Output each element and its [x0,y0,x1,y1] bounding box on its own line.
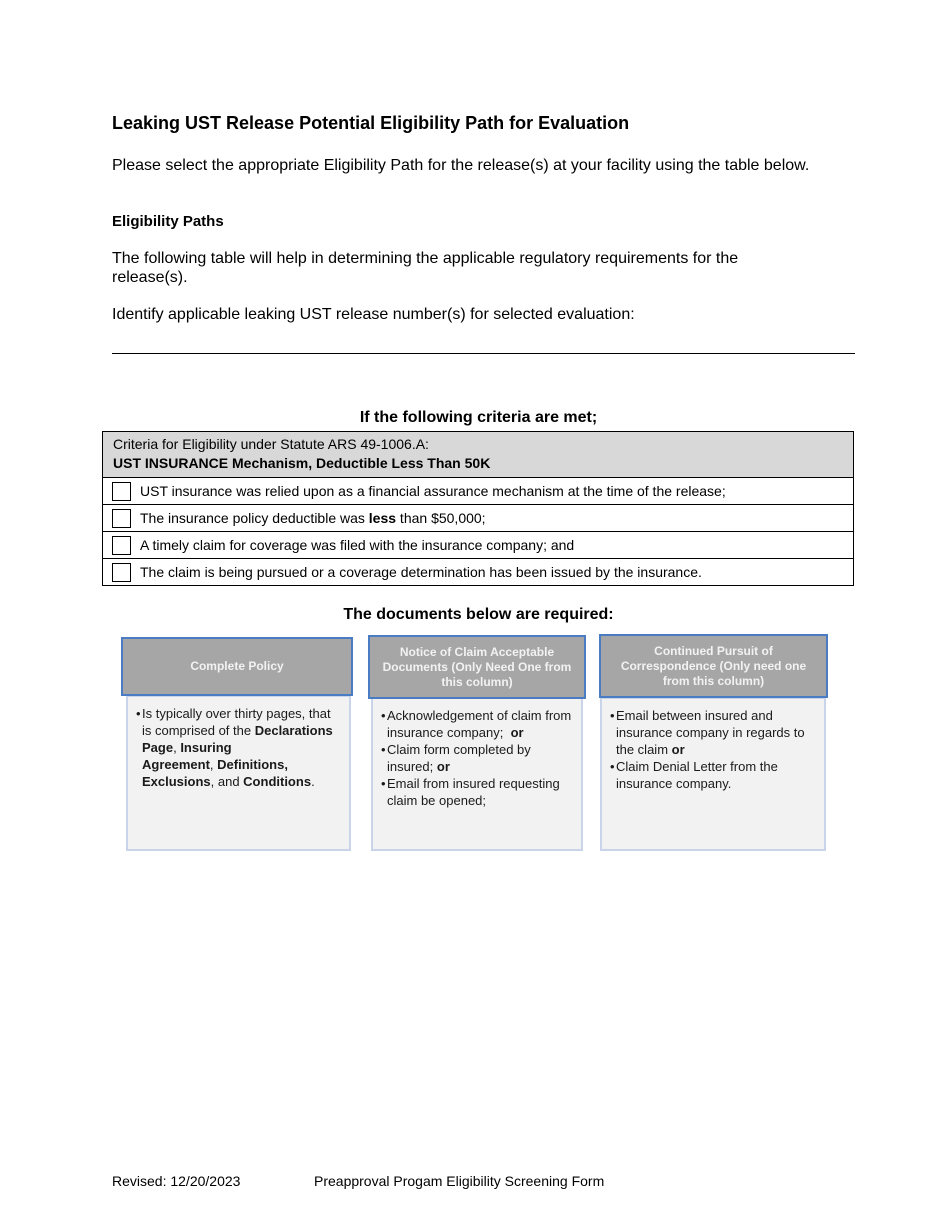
help-text: The following table will help in determining the applicable regulatory requirements for the release(s). [112,250,739,286]
criteria-checkbox-1[interactable] [112,482,131,501]
list-item: • Acknowledgement of claim from insurance company; or [381,708,575,740]
continued-pursuit-body [600,697,826,851]
criteria-text-2: The insurance policy deductible was less than $50,000; [140,510,486,526]
page-title: Leaking UST Release Potential Eligibility Path for Evaluation [112,113,630,133]
criteria-text-3: A timely claim for coverage was filed with the insurance company; and [140,537,575,553]
criteria-row [103,532,853,559]
criteria-heading: If the following criteria are met; [359,409,598,426]
criteria-mechanism: UST INSURANCE Mechanism, Deductible Less Than 50K [113,455,491,471]
documents-heading: The documents below are required: [343,606,614,623]
notice-of-claim-body [371,697,583,851]
identify-prompt: Identify applicable leaking UST release number(s) for selected evaluation: [112,306,635,323]
intro-text: Please select the appropriate Eligibility Path for the release(s) at your facility using the table below. [112,157,810,174]
list-item: • Claim Denial Letter from the insurance company. [610,759,778,791]
section-heading: Eligibility Paths [112,213,224,230]
footer-revised-date: Revised: 12/20/2023 [112,1173,241,1189]
criteria-statute: Criteria for Eligibility under Statute ARS 49-1006.A: [113,436,429,452]
criteria-checkbox-3[interactable] [112,536,131,555]
list-item: • Email from insured requesting claim be opened; [381,776,560,808]
list-item: • Is typically over thirty pages, that is comprised of the Declarations Page, Insuring Agreement, Definitions, Exclusions, and Conditions. [136,706,333,789]
release-number-input-line[interactable] [112,353,855,354]
criteria-row [103,478,853,505]
footer-form-name: Preapproval Progam Eligibility Screening Form [314,1173,605,1189]
complete-policy-body [126,695,351,851]
criteria-checkbox-4[interactable] [112,563,131,582]
criteria-text-1: UST insurance was relied upon as a financial assurance mechanism at the time of the release; [140,483,726,499]
continued-pursuit-header: Continued Pursuit of Correspondence (Only need one from this column) [599,634,828,698]
complete-policy-header: Complete Policy [121,637,353,696]
list-item: • Email between insured and insurance company in regards to the claim or [610,708,809,757]
list-item: • Claim form completed by insured; or [381,742,535,774]
criteria-row [103,505,853,532]
criteria-text-4: The claim is being pursued or a coverage determination has been issued by the insurance. [140,564,702,580]
criteria-checkbox-2[interactable] [112,509,131,528]
criteria-row [103,559,853,585]
notice-of-claim-header: Notice of Claim Acceptable Documents (Only Need One from this column) [368,635,586,699]
criteria-table-header [103,432,853,478]
criteria-table [102,431,854,586]
